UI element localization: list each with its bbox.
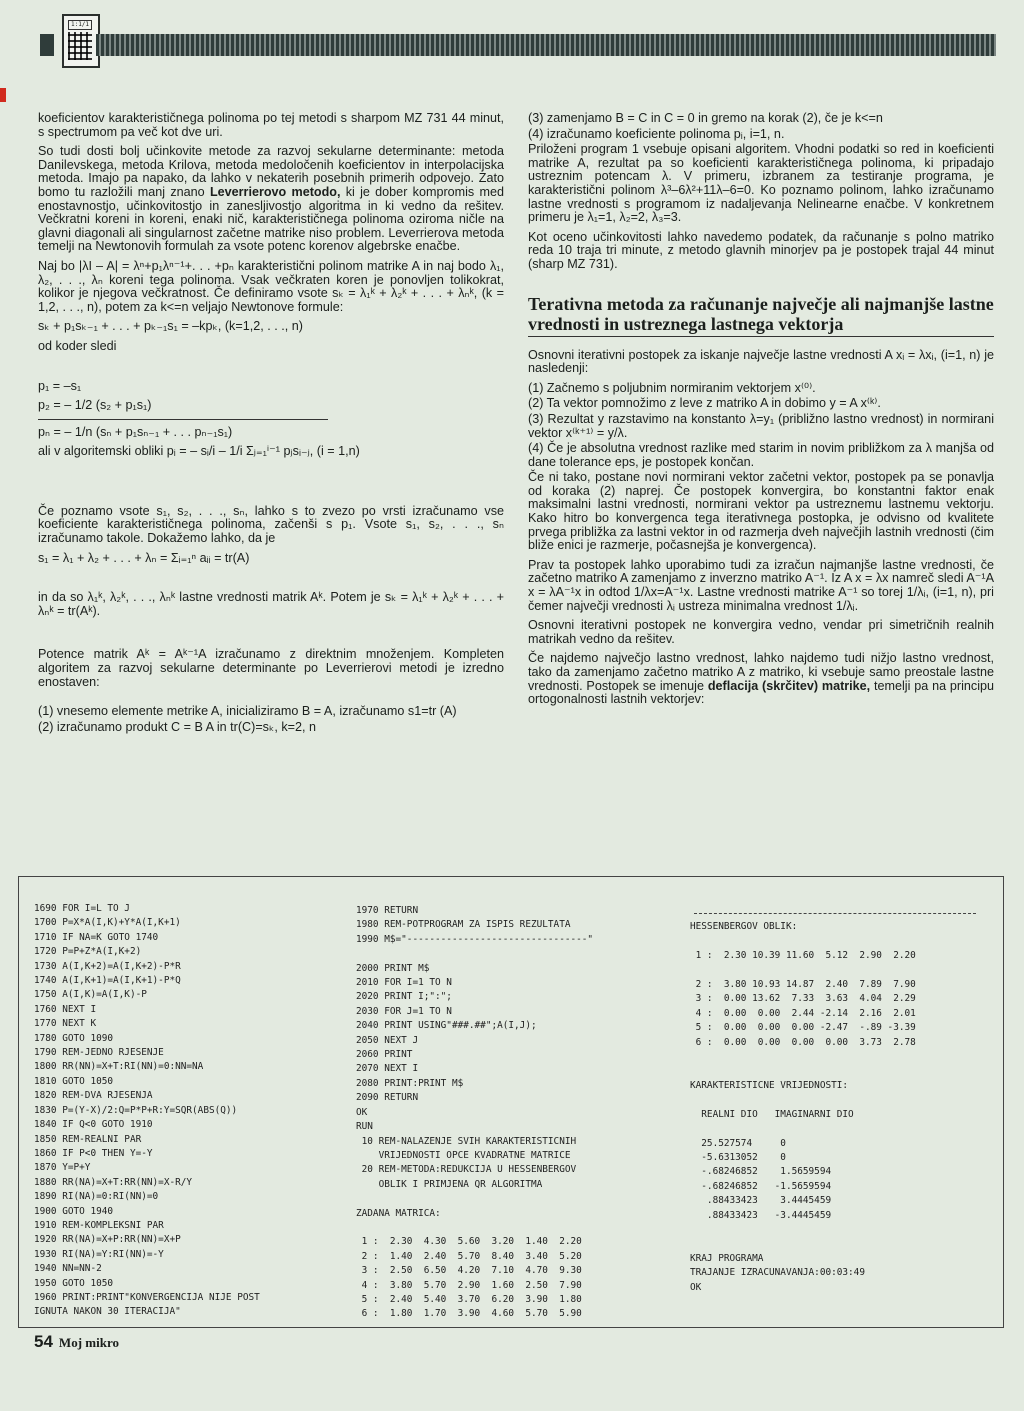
formula-block	[38, 320, 504, 459]
paragraph: Potence matrik Aᵏ = Aᵏ⁻¹A izračunamo z direktnim množenjem. Kompleten algoritem za razvoj sekularne determinante po Leverrierovi metodi je izredno enostaven:	[38, 647, 504, 689]
paragraph: Osnovni iterativni postopek ne konvergira vedno, vendar pri simetričnih realnih matrikah vedno da rešitev.	[528, 618, 994, 646]
calculator-icon	[62, 14, 100, 68]
list-item: (3) zamenjamo B = C in C = 0 in gremo na korak (2), če je k<=n	[528, 111, 883, 125]
formula: ali v algoritemski obliki pᵢ = – sᵢ/i – 1/i Σⱼ₌₁ⁱ⁻¹ pⱼsᵢ₋ⱼ, (i = 1,n)	[38, 444, 360, 459]
header-bar-left	[40, 34, 54, 56]
bold-term: deflacija (skrčitev) matrike,	[707, 678, 871, 693]
list-item: (4) Če je absolutna vrednost razlike med starim in novim približkom za λ manjša od dane tolerance eps, je postopek končan.	[528, 441, 994, 469]
paragraph	[528, 652, 994, 706]
list-item: (1) vnesemo elemente metrike A, inicializiramo B = A, izračunamo s1=tr (A)	[38, 704, 457, 719]
list-item: (1) Začnemo s poljubnim normiranim vektorjem x⁽⁰⁾.	[528, 380, 816, 395]
formula: sₖ + p₁sₖ₋₁ + . . . + pₖ₋₁s₁ = –kpₖ, (k=1,2, . . ., n)	[38, 319, 303, 334]
list-item: (3) Rezultat y razstavimo na konstanto λ=y₁ (približno lastno vrednost) in normirani vektor x⁽ᵏ⁺¹⁾ = y/λ.	[528, 411, 994, 440]
paragraph: Priloženi program 1 vsebuje opisani algoritem. Vhodni podatki so red in koeficienti matrike A, rezultat pa so koeficienti karakterističnega polinoma, ki pripadajo ustreznim potencam λ. V primeru, izbranem za testiranje programa, je karakteristični polinom λ³–6λ²+11λ–6=0. Ko poznamo polinom, lahko izračunamo lastne vrednosti s programom iz nadaljevanja Nelinearne enačbe. V konkretnem primeru je λ₁=1, λ₂=2, λ₃=3.	[528, 142, 994, 225]
text: So tudi dosti bolj učinkovite metode za razvoj sekularne determinante: metoda Danilevskega, metoda Krilova, metoda medoločenih koeficientov in interpolacijska metoda. Imajo pa napako, da lahko v nekaterih posebnih primerih odpovejo. Zato bomo tu razložili manj znano	[38, 144, 504, 199]
header-bar	[96, 34, 996, 56]
paragraph	[38, 145, 504, 254]
paragraph: Če poznamo vsote s₁, s₂, . . ., sₙ, lahko s to zvezo po vrsti izračunamo vse koeficiente karakterističnega polinoma, začenši s p₁. Vsote s₁, s₂, . . ., sₙ izračunamo takole. Dokažemo lahko, da je	[38, 503, 504, 546]
calculator-display: 1:1/1	[68, 20, 92, 30]
paragraph: Osnovni iterativni postopek za iskanje največje lastne vrednosti A xᵢ = λxᵢ, (i=1, n) je nasledenji:	[528, 347, 994, 376]
text: Če najdemo največjo lastno vrednost, lahko najdemo tudi nižjo lastno vrednost, tako da zamenjamo začetno matriko A z matriko, ki vsebuje samo preostale lastne vrednosti. Postopek se imenuje	[528, 651, 994, 693]
iteration-steps	[528, 382, 994, 470]
right-column	[528, 112, 994, 713]
program-output: HESSENBERGOV OBLIK: 1 : 2.30 10.39 11.60 5.12 2.90 2.20 2 : 3.80 10.93 14.87 2.40 7.89 7.90 3 : 0.00 13.62 7.33 3.63 4.04 2.29 4 : 0.00 0.00 2.44 -2.14 2.16 2.01 5 : 0.00 0.00 0.00 -2.47 -.89 -3.39 6 : 0.00 0.00 0.00 0.00 3.73 2.78 KARAKTERISTICNE VRIJEDNOSTI: REALNI DIO IMAGINARNI DIO 25.527574 0 -5.6313052 0 -.68246852 1.5659594 -.68246852 -1.5659594 .88433423 3.4445459 .88433423 -3.4445459 KRAJ PROGRAMA TRAJANJE IZRACUNAVANJA:00:03:49 OK	[690, 921, 916, 1293]
list-item: (4) izračunamo koeficiente polinoma pᵢ, i=1, n.	[528, 126, 785, 141]
formula: p₂ = – 1/2 (s₂ + p₁s₁)	[38, 398, 152, 413]
formula: pₙ = – 1/n (sₙ + p₁sₙ₋₁ + . . . pₙ₋₁s₁)	[38, 424, 233, 439]
text: temelji pa na principu ortogonalnosti lastnih vektorjev:	[528, 678, 994, 707]
red-margin-mark	[0, 88, 6, 102]
paragraph: Naj bo |λI – A| = λⁿ+p₁λⁿ⁻¹+. . . +pₙ karakteristični polinom matrike A in naj bodo λ₁, λ₂, . . ., λₙ koreni tega polinoma. Vsak večkraten koren je ponovljen tolikokrat, kolikor je njegova večkratnost. Če definiramo vsote sₖ = λ₁ᵏ + λ₂ᵏ + . . . + λₙᵏ, (k = 1,2, . . ., n), potem za k<=n veljajo Newtonove formule:	[38, 258, 504, 314]
magazine-name: Moj mikro	[58, 1335, 119, 1350]
basic-listing-1: 1690 FOR I=L TO J 1700 P=X*A(I,K)+Y*A(I,K+1) 1710 IF NA=K GOTO 1740 1720 P=P+Z*A(I,K+2) 1730 A(I,K+2)=A(I,K+2)-P*R 1740 A(I,K+1)=A(I,K+1)-P*Q 1750 A(I,K)=A(I,K)-P 1760 NEXT I 1770 NEXT K 1780 GOTO 1090 1790 REM-JEDNO RJESENJE 1800 RR(NN)=X+T:RI(NN)=0:NN=NA 1810 GOTO 1050 1820 REM-DVA RJESENJA 1830 P=(Y-X)/2:Q=P*P+R:Y=SQR(ABS(Q)) 1840 IF Q<0 GOTO 1910 1850 REM-REALNI PAR 1860 IF P<0 THEN Y=-Y 1870 Y=P+Y 1880 RR(NA)=X+T:RR(NN)=X-R/Y 1890 RI(NA)=0:RI(NN)=0 1900 GOTO 1940 1910 REM-KOMPLEKSNI PAR 1920 RR(NA)=X+P:RR(NN)=X+P 1930 RI(NA)=Y:RI(NN)=-Y 1940 NN=NN-2 1950 GOTO 1050 1960 PRINT:PRINT"KONVERGENCIJA NIJE POST IGNUTA NAKON 30 ITERACIJA"	[34, 903, 260, 1318]
paragraph: Prav ta postopek lahko uporabimo tudi za izračun najmanjše lastne vrednosti, če začetno matriko A zamenjamo z inverzno matriko A⁻¹. Iz A x = λx namreč sledi A⁻¹A x = λA⁻¹x in odtod 1/λx=A⁻¹x. Lastne vrednosti matrike A⁻¹ so torej 1/λᵢ, (i=1, n), pri čemer največji vrednosti λᵢ ustreza minimalna vrednost 1/λᵢ.	[528, 557, 994, 613]
section-heading: Terativna metoda za računanje največje ali najmanjše lastne vrednosti in ustreznega lastnega vektorja	[528, 294, 994, 337]
calculator-keys	[68, 32, 92, 60]
basic-listing-2: 1970 RETURN 1980 REM-POTPROGRAM ZA ISPIS REZULTATA 1990 M$="--------------------------------" 2000 PRINT M$ 2010 FOR I=1 TO N 2020 PRINT I;":"; 2030 FOR J=1 TO N 2040 PRINT USING"###.##";A(I,J); 2050 NEXT J 2060 PRINT 2070 NEXT I 2080 PRINT:PRINT M$ 2090 RETURN OK RUN 10 REM-NALAZENJE SVIH KARAKTERISTICNIH VRIJEDNOSTI OPCE KVADRATNE MATRICE 20 REM-METODA:REDUKCIJA U HESSENBERGOV OBLIK I PRIMJENA QR ALGORITMA ZADANA MATRICA: 1 : 2.30 4.30 5.60 3.20 1.40 2.20 2 : 1.40 2.40 5.70 8.40 3.40 5.20 3 : 2.50 6.50 4.20 7.10 4.70 9.30 4 : 3.80 5.70 2.90 1.60 2.50 7.90 5 : 2.40 5.40 3.70 6.20 3.90 1.80 6 : 1.80 1.70 3.90 4.60 5.70 5.90	[356, 905, 594, 1320]
page-footer	[34, 1332, 119, 1352]
page-number: 54	[34, 1332, 53, 1351]
list-item: (2) Ta vektor pomnožimo z leve z matriko A in dobimo y = A x⁽ᵏ⁾.	[528, 396, 881, 411]
formula: s₁ = λ₁ + λ₂ + . . . + λₙ = Σᵢ₌₁ⁿ aᵢᵢ = tr(A)	[38, 550, 250, 565]
list-item: (2) izračunamo produkt C = B A in tr(C)=sₖ, k=2, n	[38, 719, 316, 734]
paragraph: Kot oceno učinkovitosti lahko navedemo podatek, da računanje s polno matriko reda 10 traja tri minute, z metodo glavnih minorjev pa je postopek trajal 44 minut (sharp MZ 731).	[528, 229, 994, 271]
formula: p₁ = –s₁	[38, 378, 82, 393]
paragraph: Če ni tako, postane novi normirani vektor začetni vektor, postopek pa se ponavlja od koraka (2) naprej. Če postopek konvergira, bo konstantni faktor enak maksimalni lastni vrednosti, normirani vektor pa ustreznemu lastnemu vektorju. Kako hitro bo konvergenca tega iterativnega postopka, je odvisno od kvalitete prvega približka za lastni vektor in od razmerja dveh največjih lastnih vrednosti (čim bliže enici je razmerje, počasnejša je konvergenca).	[528, 470, 994, 553]
paragraph: in da so λ₁ᵏ, λ₂ᵏ, . . ., λₙᵏ lastne vrednosti matrik Aᵏ. Potem je sₖ = λ₁ᵏ + λ₂ᵏ + . . . + λₙᵏ = tr(Aᵏ).	[38, 590, 504, 618]
algorithm-list-cont	[528, 112, 994, 141]
divider	[38, 419, 328, 420]
formula-block	[38, 552, 504, 566]
left-column	[38, 112, 504, 736]
paragraph: koeficientov karakterističnega polinoma po tej metodi s sharpom MZ 731 44 minut, s spectrumom pa več kot dve uri.	[38, 111, 504, 139]
bold-term: Leverrierovo metodo,	[209, 184, 341, 199]
algorithm-list	[38, 705, 504, 734]
formula-text: od koder sledi	[38, 338, 117, 353]
text: ki je dober kompromis med enostavnostjo, učinkovitostjo in zanesljivostjo algoritma in ki vedno da rešitev. Večkratni koreni in koreni, enaki nič, karakterističnega polinoma oziroma ničle na glavni diagonali ali singularnost začetne matrike niso problem. Leverrierova metoda temelji na Newtonovih formulah za vsote potenc korenov algebrske enačbe.	[38, 184, 504, 254]
